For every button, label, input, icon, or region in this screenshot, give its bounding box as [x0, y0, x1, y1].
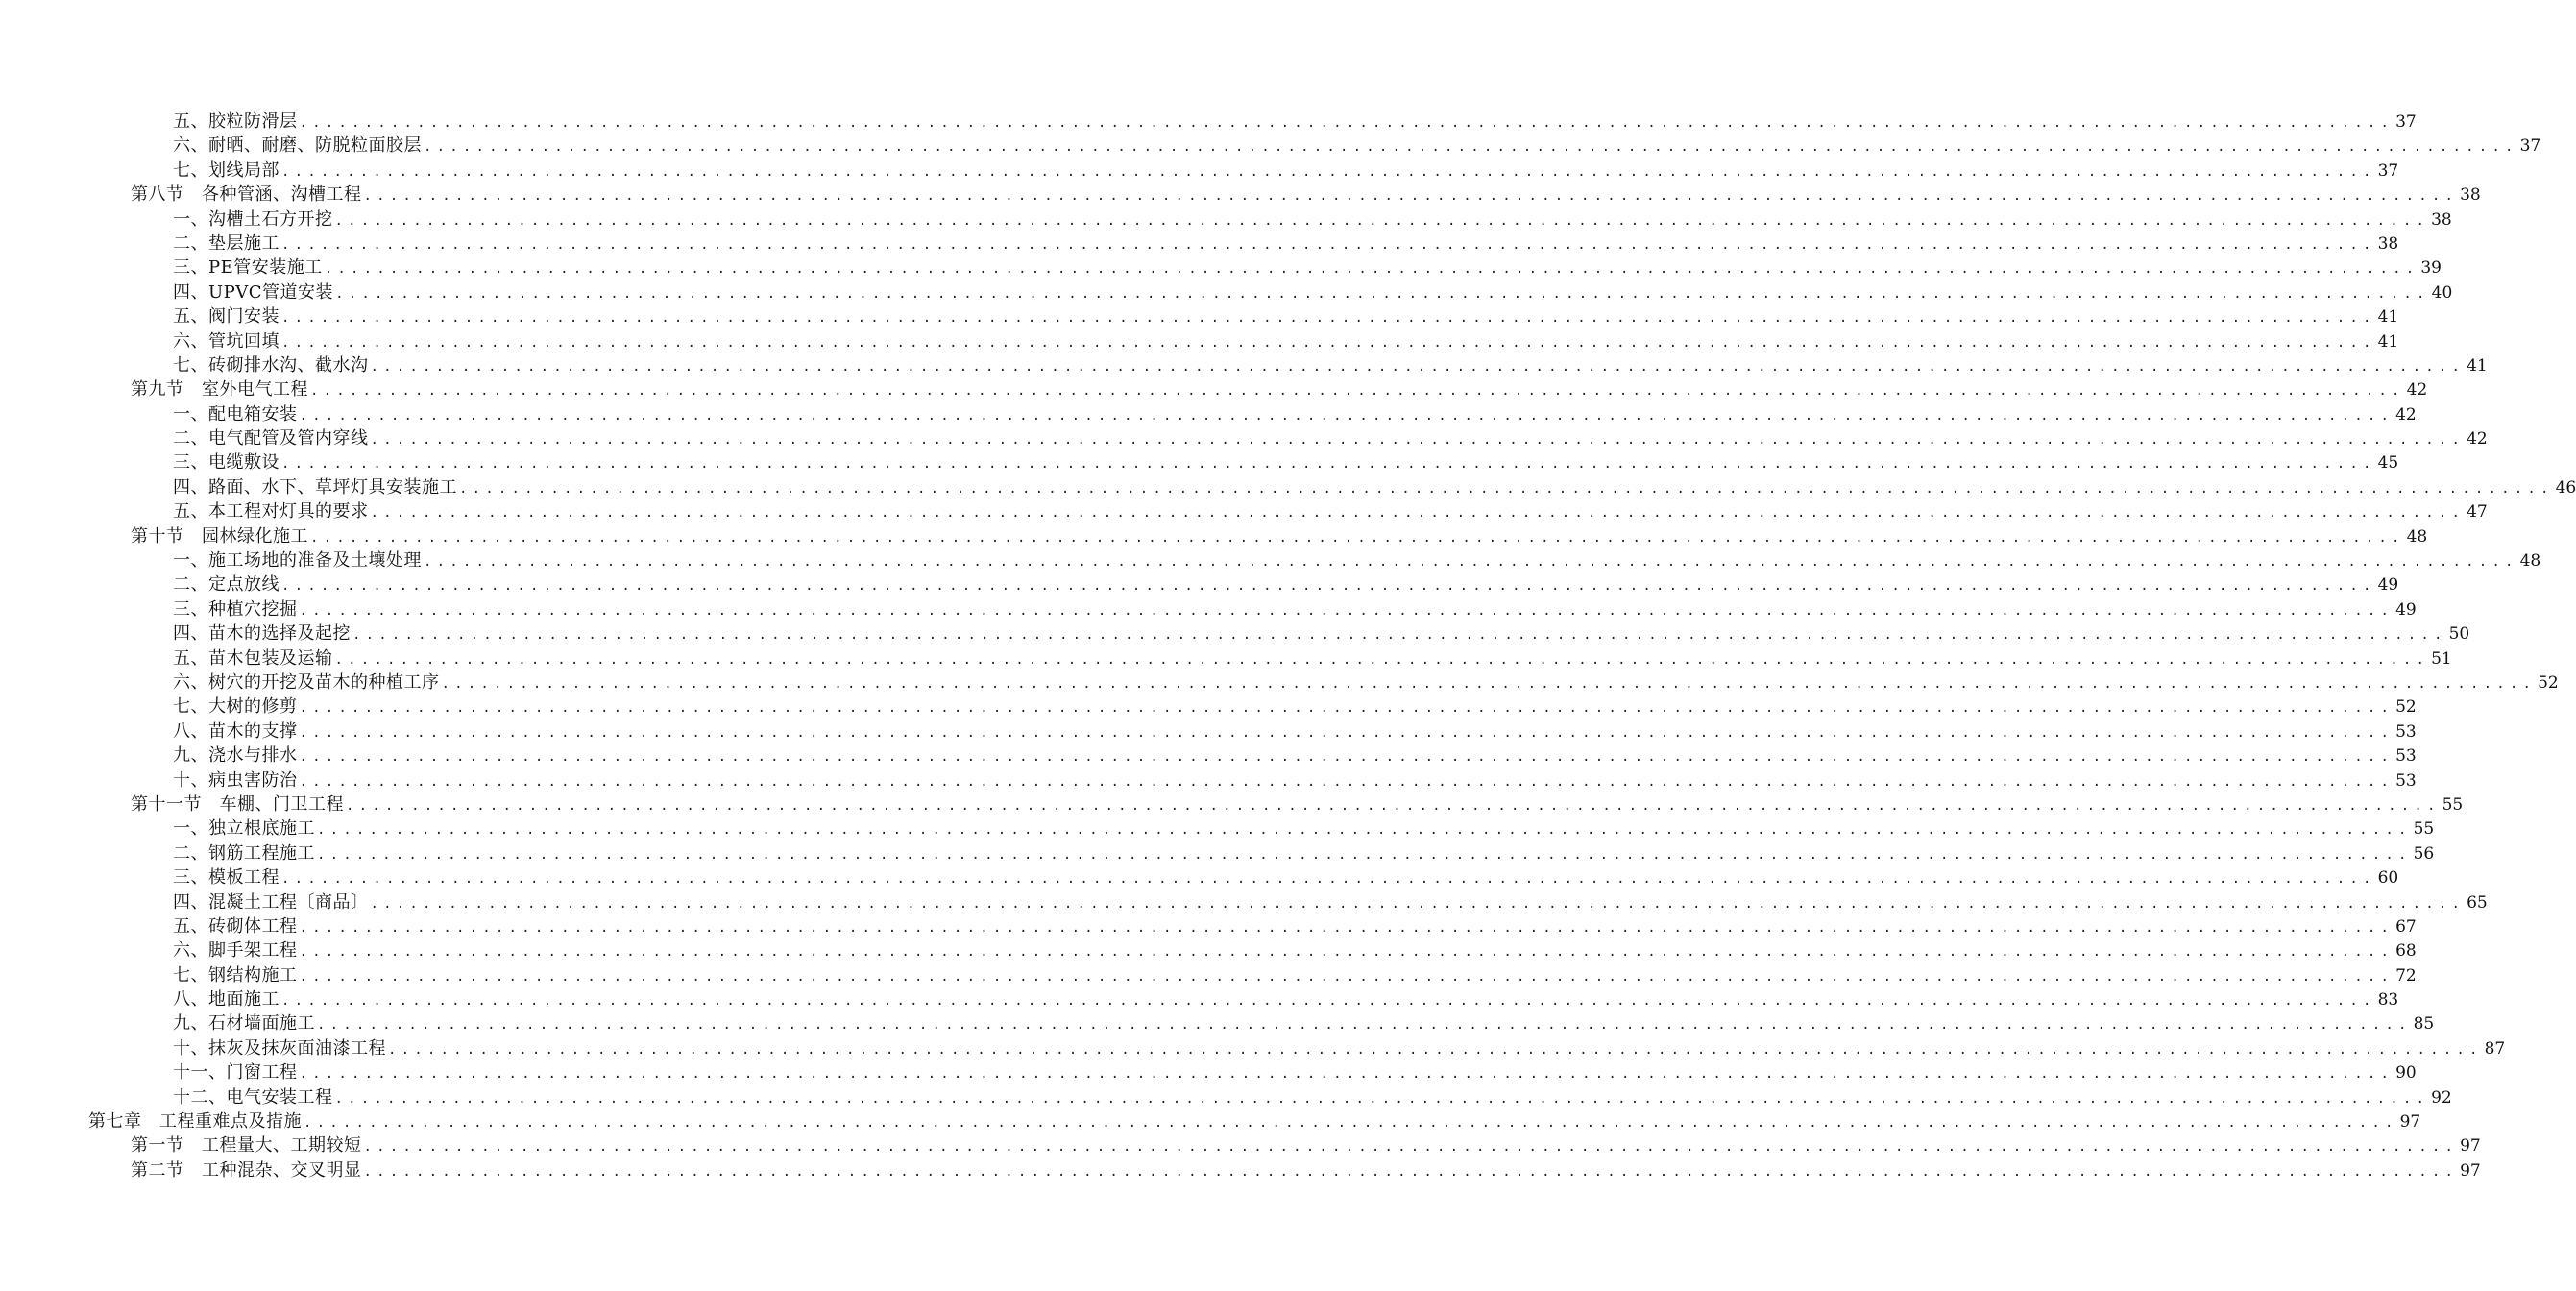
toc-entry-page-number: 52	[2538, 672, 2559, 693]
toc-entry-page-number: 51	[2431, 648, 2452, 669]
toc-entry[interactable]	[0, 670, 2559, 694]
toc-entry-page-number: 39	[2420, 258, 2442, 279]
toc-entry-page-number: 83	[2377, 990, 2399, 1011]
toc-entry-title: 四、UPVC管道安装	[173, 281, 334, 303]
dot-leader: ................................................................................................................................................................	[281, 310, 2376, 327]
toc-entry-page-number: 49	[2395, 599, 2417, 620]
toc-entry[interactable]	[0, 499, 2488, 524]
toc-entry-page-number: 37	[2519, 136, 2541, 157]
toc-entry-title: 三、模板工程	[173, 867, 279, 889]
toc-entry-page-number: 60	[2377, 868, 2399, 889]
dot-leader: ................................................................................................................................................................	[281, 993, 2376, 1010]
toc-entry[interactable]	[0, 304, 2399, 329]
table-of-contents	[0, 110, 2576, 1182]
toc-entry-page-number: 49	[2377, 575, 2399, 596]
toc-entry-title: 八、地面施工	[173, 989, 279, 1011]
toc-entry-page-number: 53	[2395, 770, 2417, 791]
toc-entry[interactable]	[0, 1158, 2481, 1182]
toc-entry-title: 十二、电气安装工程	[173, 1086, 333, 1108]
toc-entry-page-number: 97	[2399, 1112, 2421, 1133]
toc-entry-page-number: 92	[2431, 1087, 2452, 1108]
toc-entry-title: 七、砖砌排水沟、截水沟	[173, 354, 369, 376]
toc-entry[interactable]	[0, 914, 2417, 938]
toc-entry[interactable]	[0, 451, 2399, 475]
toc-entry-title: 四、路面、水下、草坪灯具安装施工	[173, 476, 457, 498]
dot-leader: ................................................................................................................................................................	[352, 627, 2447, 644]
toc-entry-page-number: 68	[2395, 941, 2417, 962]
toc-entry-title: 八、苗木的支撑	[173, 720, 298, 742]
toc-entry-page-number: 41	[2377, 331, 2399, 352]
toc-entry-page-number: 38	[2377, 233, 2399, 254]
dot-leader: ................................................................................................................................................................	[281, 456, 2376, 473]
dot-leader: ................................................................................................................................................................	[388, 1041, 2483, 1058]
toc-entry-page-number: 55	[2413, 819, 2435, 840]
dot-leader: ................................................................................................................................................................	[299, 724, 2394, 741]
dot-leader: ................................................................................................................................................................	[310, 529, 2405, 546]
dot-leader: ................................................................................................................................................................	[299, 773, 2394, 790]
toc-entry-title: 五、苗木包装及运输	[173, 647, 333, 669]
dot-leader: ................................................................................................................................................................	[317, 822, 2412, 839]
toc-entry-title: 第二节 工种混杂、交叉明显	[131, 1159, 362, 1181]
toc-entry-title: 三、PE管安装施工	[173, 257, 323, 279]
toc-entry[interactable]	[0, 597, 2417, 621]
dot-leader: ................................................................................................................................................................	[299, 407, 2394, 424]
dot-leader: ................................................................................................................................................................	[424, 554, 2518, 571]
dot-leader: ................................................................................................................................................................	[281, 871, 2376, 888]
toc-entry-title: 九、石材墙面施工	[173, 1013, 315, 1035]
dot-leader: ................................................................................................................................................................	[281, 236, 2376, 253]
toc-entry-title: 二、电气配管及管内穿线	[173, 428, 369, 450]
toc-entry-title: 三、种植穴挖掘	[173, 598, 298, 620]
toc-entry-page-number: 41	[2467, 355, 2488, 376]
toc-entry-title: 七、钢结构施工	[173, 964, 298, 986]
toc-entry-title: 五、阀门安装	[173, 306, 279, 328]
toc-entry-title: 第九节 室外电气工程	[131, 379, 308, 401]
toc-entry-title: 第十节 园林绿化施工	[131, 525, 308, 547]
toc-entry-title: 六、树穴的开挖及苗木的种植工序	[173, 671, 440, 693]
toc-entry-title: 第一节 工程量大、工期较短	[131, 1135, 362, 1157]
dot-leader: ................................................................................................................................................................	[334, 1090, 2430, 1107]
dot-leader: ................................................................................................................................................................	[299, 602, 2394, 619]
toc-entry-page-number: 45	[2377, 453, 2399, 474]
dot-leader: ................................................................................................................................................................	[299, 968, 2394, 985]
toc-entry-title: 第八节 各种管涵、沟槽工程	[131, 184, 362, 206]
toc-entry-title: 六、脚手架工程	[173, 940, 298, 962]
toc-entry[interactable]	[0, 572, 2399, 597]
dot-leader: ................................................................................................................................................................	[281, 578, 2376, 595]
toc-entry[interactable]	[0, 256, 2442, 280]
toc-entry-page-number: 37	[2395, 112, 2417, 132]
dot-leader: ................................................................................................................................................................	[299, 1066, 2394, 1083]
toc-entry-title: 三、电缆敷设	[173, 452, 279, 474]
toc-entry-page-number: 97	[2460, 1136, 2481, 1157]
toc-entry-page-number: 85	[2413, 1014, 2435, 1035]
toc-entry[interactable]	[0, 792, 2464, 816]
toc-entry-title: 二、钢筋工程施工	[173, 842, 315, 864]
toc-entry-page-number: 65	[2467, 892, 2488, 913]
toc-entry[interactable]	[0, 1133, 2481, 1157]
dot-leader: ................................................................................................................................................................	[370, 432, 2466, 449]
toc-entry[interactable]	[0, 1011, 2435, 1035]
toc-entry[interactable]	[0, 938, 2417, 962]
toc-entry[interactable]	[0, 280, 2453, 304]
toc-entry[interactable]	[0, 621, 2470, 646]
toc-entry-title: 五、本工程对灯具的要求	[173, 501, 369, 523]
toc-entry-page-number: 90	[2395, 1063, 2417, 1084]
dot-leader: ................................................................................................................................................................	[363, 1163, 2459, 1180]
toc-entry-page-number: 38	[2431, 209, 2452, 230]
toc-entry-title: 十、病虫害防治	[173, 769, 298, 791]
toc-entry-title: 一、沟槽土石方开挖	[173, 208, 333, 230]
dot-leader: ................................................................................................................................................................	[281, 334, 2376, 351]
toc-entry[interactable]	[0, 963, 2417, 987]
toc-entry[interactable]	[0, 865, 2399, 889]
toc-entry[interactable]	[0, 1085, 2452, 1109]
toc-entry-title: 二、垫层施工	[173, 232, 279, 254]
dot-leader: ................................................................................................................................................................	[299, 115, 2394, 131]
dot-leader: ................................................................................................................................................................	[299, 749, 2394, 766]
toc-entry[interactable]	[0, 158, 2399, 183]
toc-entry-page-number: 67	[2395, 916, 2417, 937]
toc-entry[interactable]	[0, 110, 2417, 134]
toc-entry-page-number: 97	[2460, 1160, 2481, 1181]
toc-entry-page-number: 48	[2519, 551, 2541, 572]
dot-leader: ................................................................................................................................................................	[299, 944, 2394, 961]
toc-entry[interactable]	[0, 524, 2428, 548]
toc-entry-title: 第七章 工程重难点及措施	[88, 1111, 302, 1133]
dot-leader: ................................................................................................................................................................	[370, 358, 2466, 375]
toc-entry-page-number: 53	[2395, 721, 2417, 742]
toc-entry[interactable]	[0, 743, 2417, 767]
dot-leader: ................................................................................................................................................................	[281, 163, 2376, 180]
toc-entry[interactable]	[0, 1036, 2506, 1060]
toc-entry[interactable]	[0, 207, 2452, 231]
dot-leader: ................................................................................................................................................................	[304, 1115, 2398, 1132]
toc-entry[interactable]	[0, 694, 2417, 719]
toc-entry-page-number: 50	[2448, 624, 2470, 645]
toc-entry[interactable]	[0, 719, 2417, 743]
toc-entry-title: 第十一节 车棚、门卫工程	[131, 793, 344, 815]
toc-entry[interactable]	[0, 402, 2417, 426]
toc-entry-title: 二、定点放线	[173, 574, 279, 596]
toc-entry-title: 一、配电箱安装	[173, 403, 298, 425]
toc-entry-title: 七、大树的修剪	[173, 696, 298, 718]
dot-leader: ................................................................................................................................................................	[424, 139, 2518, 156]
toc-entry[interactable]	[0, 231, 2399, 256]
toc-entry-title: 六、耐晒、耐磨、防脱粒面胶层	[173, 135, 422, 157]
toc-entry[interactable]	[0, 548, 2541, 572]
toc-entry-title: 五、胶粒防滑层	[173, 111, 298, 132]
toc-entry[interactable]	[0, 353, 2488, 378]
toc-entry-page-number: 42	[2467, 429, 2488, 450]
toc-entry-page-number: 52	[2395, 697, 2417, 718]
dot-leader: ................................................................................................................................................................	[459, 480, 2554, 497]
toc-entry[interactable]	[0, 329, 2399, 353]
toc-entry-page-number: 46	[2555, 477, 2576, 498]
toc-entry-title: 四、混凝土工程〔商品〕	[173, 891, 369, 913]
toc-entry-page-number: 42	[2395, 404, 2417, 425]
toc-entry[interactable]	[0, 1109, 2421, 1133]
toc-entry-title: 四、苗木的选择及起挖	[173, 623, 351, 645]
toc-entry-title: 十一、门窗工程	[173, 1062, 298, 1084]
toc-entry[interactable]	[0, 646, 2452, 670]
toc-entry-page-number: 53	[2395, 746, 2417, 767]
toc-entry[interactable]	[0, 134, 2541, 158]
toc-entry-title: 五、砖砌体工程	[173, 915, 298, 937]
toc-entry[interactable]	[0, 183, 2481, 207]
dot-leader: ................................................................................................................................................................	[363, 1139, 2459, 1156]
toc-entry-page-number: 47	[2467, 502, 2488, 523]
dot-leader: ................................................................................................................................................................	[299, 700, 2394, 717]
toc-entry-page-number: 41	[2377, 307, 2399, 328]
dot-leader: ................................................................................................................................................................	[324, 261, 2419, 278]
dot-leader: ................................................................................................................................................................	[370, 895, 2466, 912]
toc-entry-title: 七、划线局部	[173, 159, 279, 181]
dot-leader: ................................................................................................................................................................	[299, 919, 2394, 936]
toc-entry[interactable]	[0, 1060, 2417, 1084]
dot-leader: ................................................................................................................................................................	[317, 1017, 2412, 1034]
dot-leader: ................................................................................................................................................................	[363, 188, 2459, 205]
toc-entry[interactable]	[0, 378, 2428, 402]
dot-leader: ................................................................................................................................................................	[335, 285, 2430, 302]
toc-entry-page-number: 56	[2413, 843, 2435, 864]
dot-leader: ................................................................................................................................................................	[370, 505, 2466, 522]
toc-entry-page-number: 40	[2431, 282, 2453, 303]
dot-leader: ................................................................................................................................................................	[441, 675, 2537, 692]
toc-entry-page-number: 55	[2442, 794, 2464, 815]
dot-leader: ................................................................................................................................................................	[334, 651, 2430, 668]
toc-entry-page-number: 37	[2377, 160, 2399, 181]
toc-entry-page-number: 42	[2406, 380, 2428, 401]
toc-entry-page-number: 72	[2395, 965, 2417, 986]
toc-entry-title: 十、抹灰及抹灰面油漆工程	[173, 1037, 386, 1059]
toc-entry-title: 九、浇水与排水	[173, 745, 298, 767]
dot-leader: ................................................................................................................................................................	[334, 212, 2430, 229]
toc-entry-title: 一、独立根底施工	[173, 818, 315, 840]
toc-entry[interactable]	[0, 816, 2435, 840]
toc-entry-page-number: 48	[2406, 526, 2428, 547]
toc-entry[interactable]	[0, 475, 2576, 499]
dot-leader: ................................................................................................................................................................	[310, 383, 2405, 400]
toc-entry-page-number: 87	[2484, 1038, 2506, 1059]
toc-entry-title: 一、施工场地的准备及土壤处理	[173, 550, 422, 572]
dot-leader: ................................................................................................................................................................	[317, 846, 2412, 863]
toc-entry-title: 六、管坑回填	[173, 330, 279, 352]
toc-entry[interactable]	[0, 987, 2399, 1011]
dot-leader: ................................................................................................................................................................	[346, 797, 2441, 814]
toc-entry[interactable]	[0, 890, 2488, 914]
toc-entry[interactable]	[0, 841, 2435, 865]
toc-entry[interactable]	[0, 768, 2417, 792]
toc-entry[interactable]	[0, 426, 2488, 451]
toc-entry-page-number: 38	[2460, 185, 2481, 206]
